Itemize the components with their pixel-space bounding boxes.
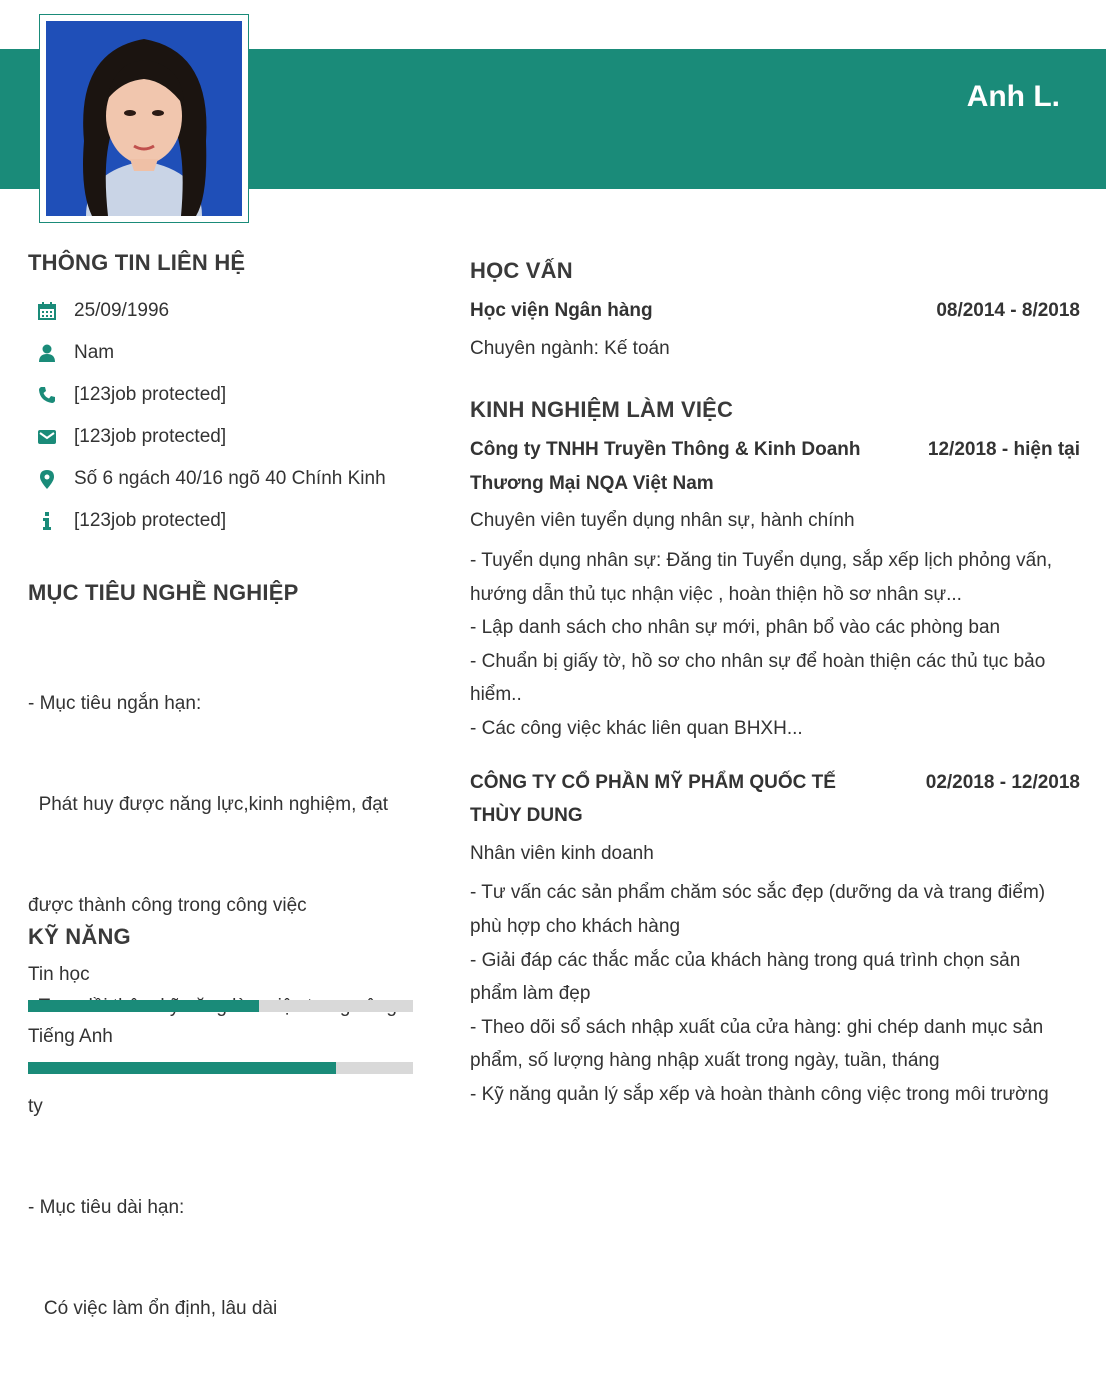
skill-bar-fill [28, 1000, 259, 1012]
skills-title: KỸ NĂNG [28, 924, 131, 949]
job-item [470, 433, 1080, 745]
main-column [470, 258, 1080, 1111]
contact-phone-text: [123job protected] [74, 384, 227, 405]
contact-birthday-text: 25/09/1996 [74, 300, 170, 321]
job-company-line: Công ty TNHH Truyền Thông & Kinh Doanh [470, 439, 861, 461]
job-detail-line: - Tư vấn các sản phẩm chăm sóc sắc đẹp (dưỡng da và trang điểm) [470, 882, 1046, 904]
phone-icon [37, 385, 57, 405]
contact-title: THÔNG TIN LIÊN HỆ [28, 250, 246, 275]
skill-item [28, 1026, 413, 1074]
education-title: HỌC VẤN [470, 258, 573, 283]
contact-email-text: [123job protected] [74, 426, 227, 447]
skill-bar [28, 1062, 413, 1074]
contact-info-text: [123job protected] [74, 510, 227, 531]
job-detail-line: hướng dẫn thủ tục nhận việc , hoàn thiện hồ sơ nhân sự... [470, 583, 962, 605]
job-details [470, 544, 1080, 746]
contact-email [28, 416, 418, 458]
contact-info [28, 500, 418, 542]
contact-address [28, 458, 418, 500]
job-header [470, 766, 1080, 833]
job-company-line: Thương Mại NQA Việt Nam [470, 472, 714, 494]
job-details [470, 876, 1080, 1111]
envelope-icon [37, 427, 57, 447]
job-period: 12/2018 - hiện tại [927, 439, 1080, 461]
education-period: 08/2014 - 8/2018 [936, 300, 1080, 321]
job-detail-line: - Lập danh sách cho nhân sự mới, phân bổ vào các phòng ban [470, 617, 1001, 639]
skill-bar-fill [28, 1062, 336, 1074]
job-detail-line: phẩm, số lượng hàng nhập xuất trong ngày, tuần, tháng [470, 1050, 940, 1072]
job-company [470, 766, 890, 833]
candidate-name: Anh L. [966, 80, 1060, 113]
calendar-icon [37, 301, 57, 321]
profile-photo-image [46, 21, 242, 216]
contact-phone [28, 374, 418, 416]
job-detail-line: - Kỹ năng quản lý sắp xếp và hoàn thành công việc trong môi trường [470, 1083, 1049, 1105]
objective-line: - Mục tiêu ngắn hạn: [28, 693, 202, 715]
job-detail-line: - Các công việc khác liên quan BHXH... [470, 717, 803, 739]
job-detail-line: - Tuyển dụng nhân sự: Đăng tin Tuyển dụng, sắp xếp lịch phỏng vấn, [470, 549, 1053, 571]
objective-line: ty [28, 1096, 43, 1118]
experience-title: KINH NGHIỆM LÀM VIỆC [470, 397, 734, 423]
job-detail-line: - Chuẩn bị giấy tờ, hồ sơ cho nhân sự để hoàn thiện các thủ tục bảo [470, 650, 1046, 672]
job-position: Chuyên viên tuyển dụng nhân sự, hành chính [470, 510, 855, 532]
contact-list [28, 290, 418, 542]
skills-section [28, 924, 413, 1074]
contact-section [28, 250, 418, 542]
map-marker-icon [37, 469, 57, 489]
education-header [470, 294, 1080, 328]
job-position: Nhân viên kinh doanh [470, 842, 654, 864]
job-detail-line: - Giải đáp các thắc mắc của khách hàng trong quá trình chọn sản [470, 949, 1021, 971]
skill-item [28, 964, 413, 1012]
objective-line: - Mục tiêu dài hạn: [28, 1197, 185, 1219]
skill-label: Tin học [28, 964, 90, 985]
education-major: Chuyên ngành: Kế toán [470, 337, 670, 359]
contact-address-text: Số 6 ngách 40/16 ngõ 40 Chính Kinh [74, 468, 386, 489]
job-period: 02/2018 - 12/2018 [925, 771, 1080, 793]
objective-title: MỤC TIÊU NGHỀ NGHIỆP [28, 580, 299, 605]
profile-photo [39, 14, 249, 223]
education-school: Học viện Ngân hàng [470, 300, 653, 321]
contact-birthday [28, 290, 418, 332]
objective-line: Phát huy được năng lực,kinh nghiệm, đạt [28, 793, 389, 815]
objective-line: được thành công trong công việc [28, 894, 307, 916]
contact-gender-text: Nam [74, 342, 115, 363]
objective-line: Có việc làm ổn định, lâu dài [28, 1297, 278, 1319]
skill-label: Tiếng Anh [28, 1026, 113, 1047]
job-item [470, 766, 1080, 1112]
job-company-line: THÙY DUNG [470, 805, 583, 827]
job-detail-line: phẩm làm đẹp [470, 983, 591, 1005]
job-detail-line: - Theo dõi sổ sách nhập xuất của cửa hàng: ghi chép danh mục sản [470, 1016, 1044, 1038]
job-company-line: CÔNG TY CỔ PHẦN MỸ PHẨM QUỐC TẾ [470, 771, 836, 793]
job-header [470, 433, 1080, 500]
job-detail-line: hiểm.. [470, 684, 522, 706]
job-company [470, 433, 890, 500]
info-icon [37, 511, 57, 531]
contact-gender [28, 332, 418, 374]
skill-bar [28, 1000, 413, 1012]
user-icon [37, 343, 57, 363]
job-detail-line: phù hợp cho khách hàng [470, 915, 681, 937]
